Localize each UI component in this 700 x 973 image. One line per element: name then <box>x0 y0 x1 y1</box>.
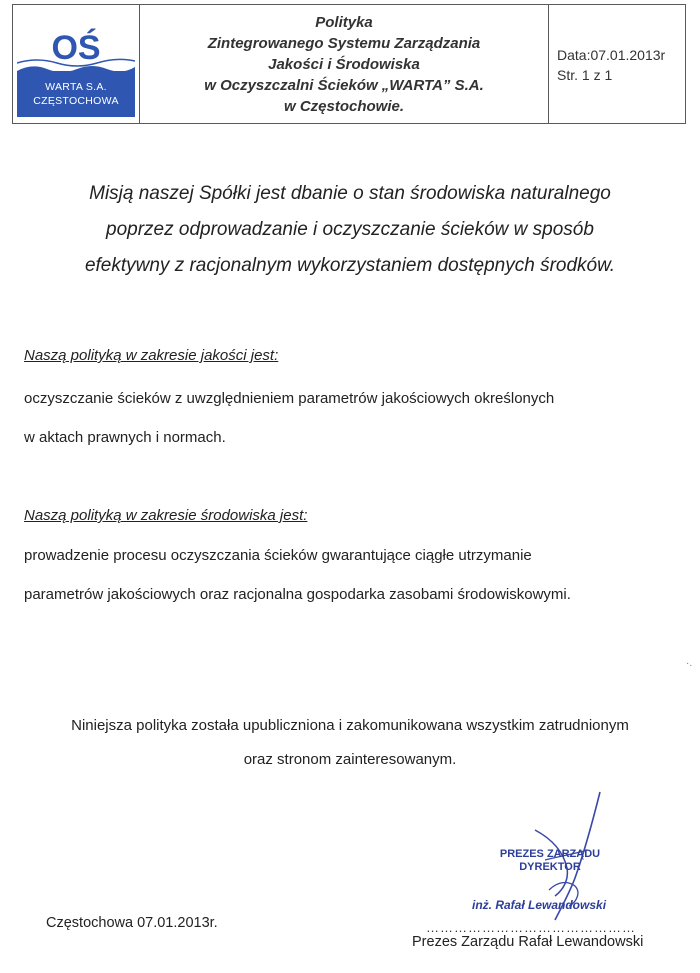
quality-line: w aktach prawnych i normach. <box>24 429 226 446</box>
closing-line: oraz stronom zainteresowanym. <box>243 751 457 768</box>
title-line: Polityka <box>315 13 373 31</box>
scan-mark: ·. <box>686 658 693 669</box>
logo-company-name: WARTA S.A. <box>45 81 107 93</box>
signature-line: ……………………………………… <box>426 920 636 935</box>
quality-policy-text <box>24 379 672 457</box>
title-line: w Oczyszczalni Ścieków „WARTA” S.A. <box>204 76 484 94</box>
title-line: Jakości i Środowiska <box>268 55 420 73</box>
stamp-role: DYREKTOR <box>519 861 581 873</box>
quality-line: oczyszczanie ścieków z uwzględnieniem parametrów jakościowych określonych <box>24 390 555 407</box>
stamp-name: inż. Rafał Lewandowski <box>472 898 607 912</box>
environment-line: parametrów jakościowych oraz racjonalna gospodarka zasobami środowiskowymi. <box>24 586 571 603</box>
logo-letters: OŚ <box>51 29 101 67</box>
document-date: Data:07.01.2013r <box>557 47 666 63</box>
title-line: w Częstochowie. <box>283 97 405 115</box>
mission-line: Misją naszej Spółki jest dbanie o stan środowiska naturalnego <box>89 183 611 204</box>
quality-policy-heading: Naszą polityką w zakresie jakości jest: <box>24 347 279 364</box>
mission-statement <box>30 176 670 284</box>
closing-statement <box>20 709 680 777</box>
mission-line: poprzez odprowadzanie i oczyszczanie ścieków w sposób <box>106 219 594 240</box>
document-title <box>140 5 549 123</box>
signer-name: Prezes Zarządu Rafał Lewandowski <box>412 934 644 950</box>
mission-line: efektywny z racjonalnym wykorzystaniem dostępnych środków. <box>84 255 616 276</box>
document-meta <box>549 5 685 123</box>
document-header <box>12 4 686 124</box>
page-number: Str. 1 z 1 <box>557 67 613 83</box>
place-and-date: Częstochowa 07.01.2013r. <box>46 915 218 931</box>
logo-city: CZĘSTOCHOWA <box>33 95 119 107</box>
environment-policy-text <box>24 536 672 614</box>
closing-line: Niniejsza polityka została upubliczniona i zakomunikowana wszystkim zatrudnionym <box>71 717 629 734</box>
environment-line: prowadzenie procesu oczyszczania ścieków gwarantujące ciągłe utrzymanie <box>24 547 532 564</box>
stamp-title: PREZES ZARZĄDU <box>499 848 601 860</box>
environment-policy-heading: Naszą polityką w zakresie środowiska jest: <box>24 507 308 524</box>
official-stamp <box>480 848 620 873</box>
title-line: Zintegrowanego Systemu Zarządzania <box>207 34 481 52</box>
logo-cell <box>13 5 140 123</box>
company-logo <box>17 11 135 117</box>
